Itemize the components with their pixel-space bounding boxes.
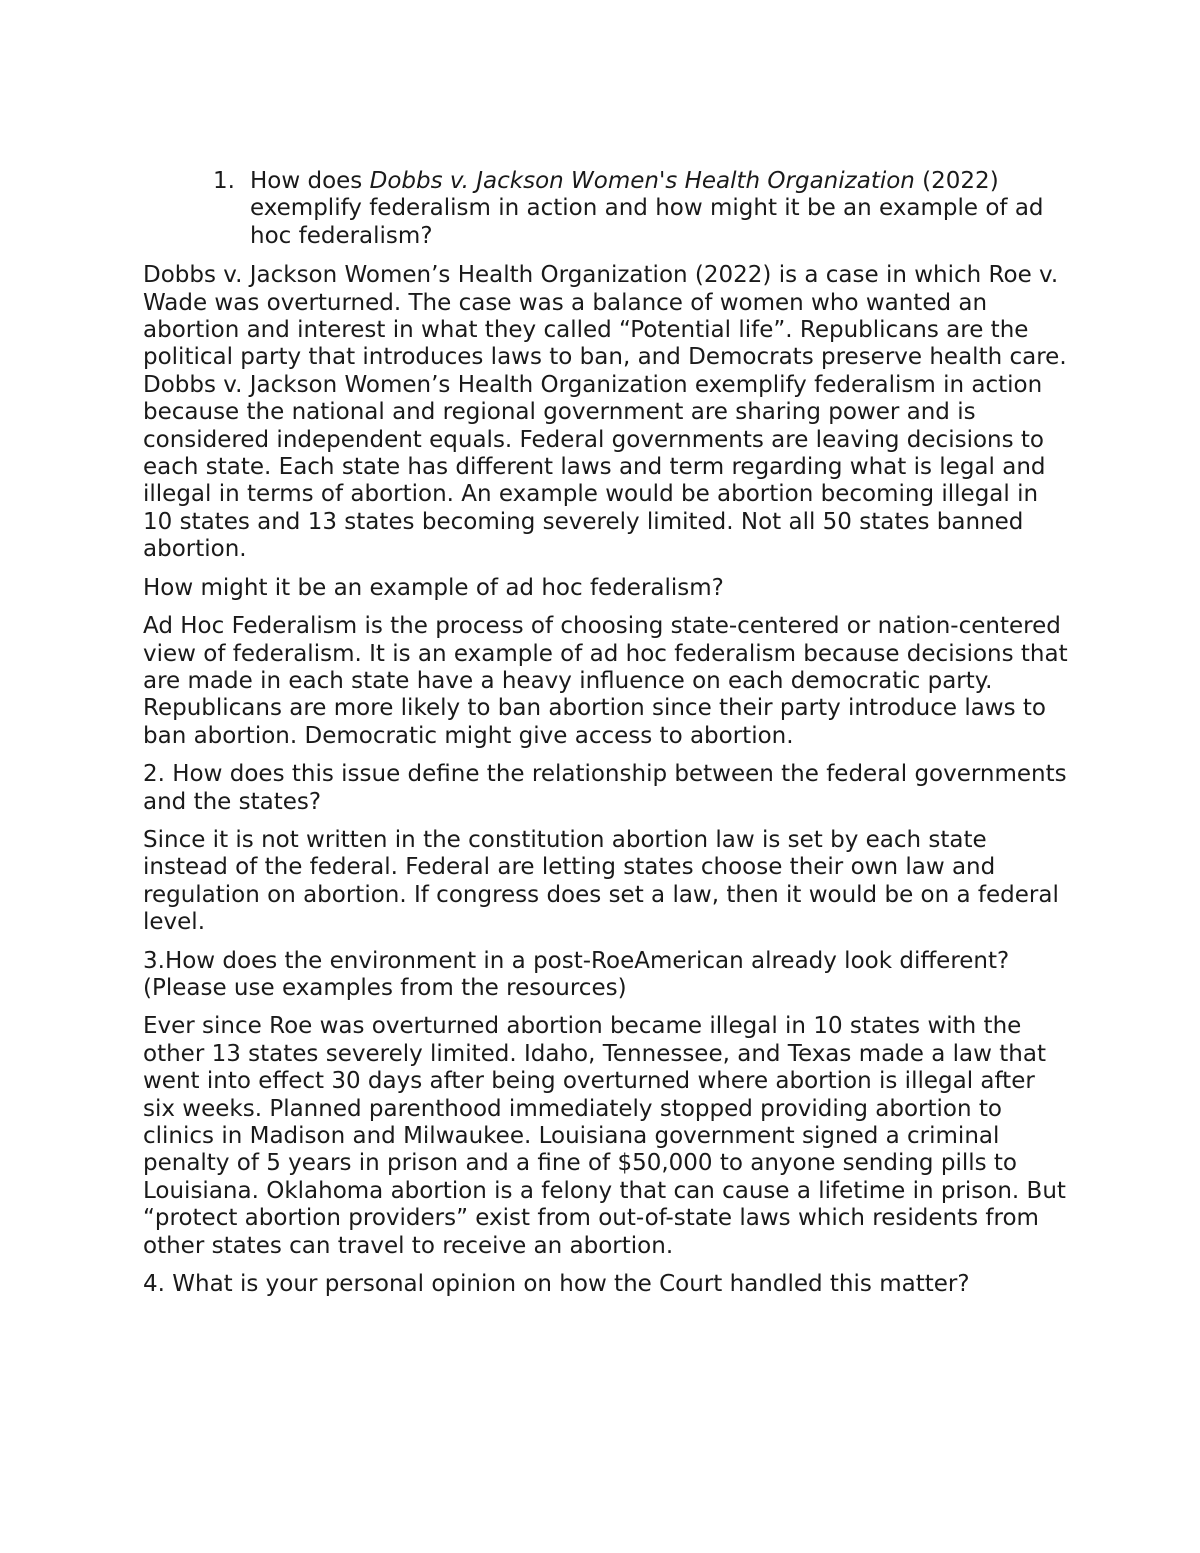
question-1b: How might it be an example of ad hoc federalism?: [143, 574, 724, 601]
list-number: 1.: [213, 168, 235, 194]
question-1: [143, 168, 1068, 250]
answer-3: Ever since Roe was overturned abortion became illegal in 10 states with the other 13 states severely limited. Idaho, Tennessee, and Texas made a law that went into effect 30 days after being overturned where abortion is illegal after six weeks. Planned parenthood immediately stopped providing abortion to clinics in Madison and Milwaukee. Louisiana government signed a criminal penalty of 5 years in prison and a fine of $50,000 to anyone sending pills to Louisiana. Oklahoma abortion is a felony that can cause a lifetime in prison. But “protect abortion providers” exist from out-of-state laws which residents from other states can travel to receive an abortion.: [143, 1013, 1066, 1259]
question-4: 4. What is your personal opinion on how the Court handled this matter?: [143, 1271, 970, 1298]
question-1-suffix: (2022) exemplify federalism in action and how might it be an example of ad hoc federalism?: [250, 168, 1044, 249]
answer-2: Since it is not written in the constitution abortion law is set by each state instead of the federal. Federal are letting states choose their own law and regulation on abortion. If congress does set a law, then it would be on a federal level.: [143, 826, 1059, 936]
question-1-prefix: How does: [250, 168, 370, 194]
case-name: Dobbs v. Jackson Women's Health Organization: [369, 168, 915, 194]
question-3: 3.How does the environment in a post-RoeAmerican already look different? (Please use examples from the resources): [143, 947, 1010, 1001]
answer-1: Dobbs v. Jackson Women’s Health Organization (2022) is a case in which Roe v. Wade was overturned. The case was a balance of women who wanted an abortion and interest in what they called “Potential life”. Republicans are the political party that introduces laws to ban, and Democrats preserve health care. Dobbs v. Jackson Women’s Health Organization exemplify federalism in action because the national and regional government are sharing power and is considered independent equals. Federal governments are leaving decisions to each state. Each state has different laws and term regarding what is legal and illegal in terms of abortion. An example would be abortion becoming illegal in 10 states and 13 states becoming severely limited. Not all 50 states banned abortion.: [143, 262, 1067, 563]
document-body: [143, 168, 1068, 1309]
answer-1b: Ad Hoc Federalism is the process of choosing state-centered or nation-centered view of federalism. It is an example of ad hoc federalism because decisions that are made in each state have a heavy influence on each democratic party. Republicans are more likely to ban abortion since their party introduce laws to ban abortion. Democratic might give access to abortion.: [143, 613, 1068, 749]
question-2: 2. How does this issue define the relationship between the federal governments and the states?: [143, 761, 1067, 815]
